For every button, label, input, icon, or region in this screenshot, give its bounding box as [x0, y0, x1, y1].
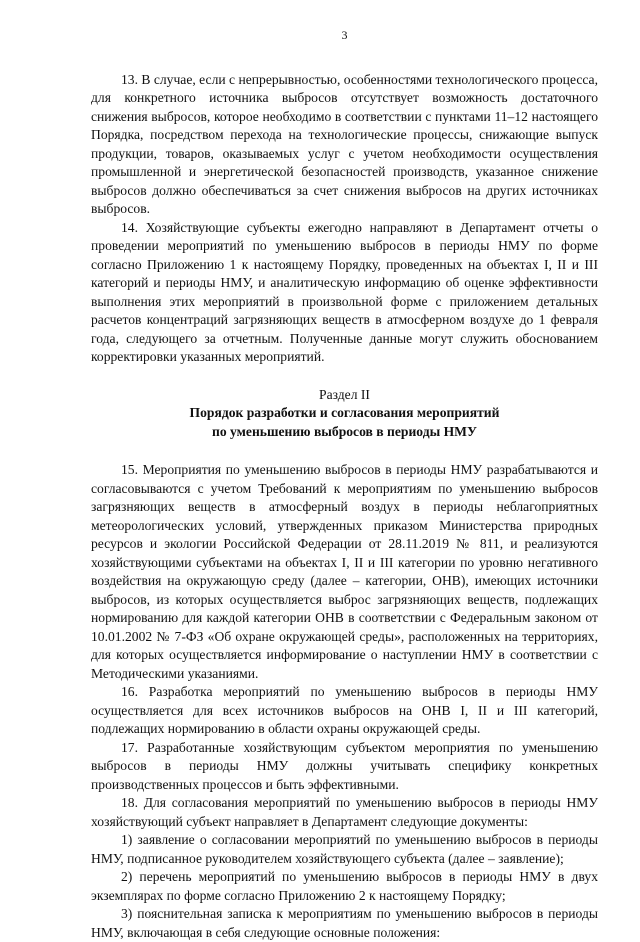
document-page	[91, 26, 598, 942]
paragraph-16: 16. Разработка мероприятий по уменьшению выбросов в периоды НМУ осуществляется для всех источников выбросов на ОНВ I, II и III категорий, подлежащих нормированию в области охраны окружающей среды.	[91, 684, 598, 736]
paragraph-18: 18. Для согласования мероприятий по уменьшению выбросов в периоды НМУ хозяйствующий субъект направляет в Департамент следующие документы:	[91, 795, 598, 829]
section-title	[91, 404, 598, 441]
section-label: Раздел II	[319, 386, 370, 402]
paragraph-14: 14. Хозяйствующие субъекты ежегодно направляют в Департамент отчеты о проведении мероприятий по уменьшению выбросов в периоды НМУ по форме согласно Приложению 1 к настоящему Порядку, проведенных на объектах I, II и III категорий и периоды НМУ, и аналитическую информацию об оценке эффективности выполнения этих мероприятий в произвольной форме с приложением детальных расчетов концентраций загрязняющих веществ в атмосферном воздухе до 1 февраля года, следующего за отчетным. Полученные данные могут служить обоснованием корректировки указанных мероприятий.	[91, 219, 598, 364]
section-title-line-2: по уменьшению выбросов в периоды НМУ	[212, 423, 477, 439]
list-item-3: 3) пояснительная записка к мероприятиям по уменьшению выбросов в периоды НМУ, включающая в себя следующие основные положения:	[91, 906, 598, 940]
page-number: 3	[341, 28, 348, 42]
paragraph-17: 17. Разработанные хозяйствующим субъектом мероприятия по уменьшению выбросов в периоды НМУ должны учитывать специфику конкретных производственных процессов и быть эффективными.	[91, 739, 598, 792]
paragraph-13: 13. В случае, если с непрерывностью, особенностями технологического процесса, для конкретного источника выбросов отсутствует возможность достаточного снижения выбросов, которое необходимо в соответствии с пунктами 11–12 настоящего Порядка, посредством перехода на технологические процессы, снижающие выпуск продукции, товаров, оказываемых услуг с учетом необходимости осуществления промышленной и энергетической безопасностей производств, указанное снижение выбросов должно обеспечиваться за счет снижения выбросов на других источниках выбросов.	[91, 71, 598, 216]
list-item-2: 2) перечень мероприятий по уменьшению выбросов в периоды НМУ в двух экземплярах по форме согласно Приложению 2 к настоящему Порядку;	[91, 869, 598, 903]
list-item-1: 1) заявление о согласовании мероприятий по уменьшению выбросов в периоды НМУ, подписанное руководителем хозяйствующего субъекта (далее – заявление);	[91, 832, 598, 866]
section-title-line-1: Порядок разработки и согласования мероприятий	[189, 405, 500, 420]
paragraph-15: 15. Мероприятия по уменьшению выбросов в периоды НМУ разрабатываются и согласовываются с учетом Требований к мероприятиям по уменьшению выбросов загрязняющих веществ в атмосферный воздух в периоды неблагоприятных метеорологических условий, утвержденных приказом Министерства природных ресурсов и экологии Российской Федерации от 28.11.2019 № 811, и реализуются хозяйствующими субъектами на объектах I, II и III категории по уровню негативного воздействия на окружающую среду (далее – категории, ОНВ), имеющих источники выбросов, из которых осуществляется выброс загрязняющих веществ, подлежащих нормированию для каждой категории ОНВ в соответствии с Федеральным законом от 10.01.2002 № 7-ФЗ «Об охране окружающей среды», расположенных на территориях, для которых осуществляется информирование о наступлении НМУ в соответствии с Методическими указаниями.	[91, 462, 598, 681]
